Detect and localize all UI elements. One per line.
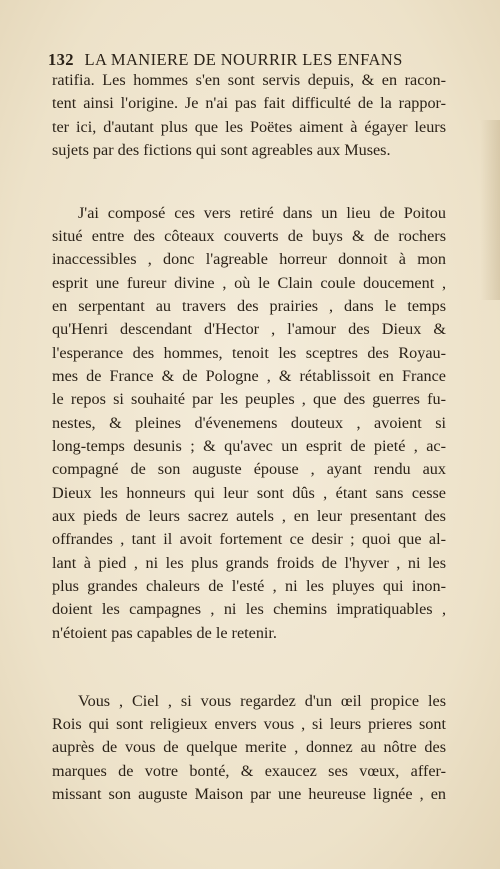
text-line: l'esperance des hommes, tenoit les sceptres des Royau- [52,344,446,362]
page-number: 132 [48,50,74,69]
text-line: missant son auguste Maison par une heureuse lignée , en [52,785,446,803]
text-line: aux pieds de leurs sacrez autels , en leur presentant des [52,507,446,525]
text-line: tent ainsi l'origine. Je n'ai pas fait difficulté de la rappor- [52,94,446,112]
text-line: ter ici, d'autant plus que les Poëtes aiment à égayer leurs [52,118,446,136]
text-line: compagné de son auguste épouse , ayant rendu aux [52,460,446,478]
text-line: offrandes , tant il avoit fortement ce desir ; quoi que al- [52,530,446,548]
text-line: inaccessibles , donc l'agreable horreur donnoit à mon [52,250,446,268]
text-line: Dieux les honneurs qui leur sont dûs , étant sans cesse [52,484,446,502]
text-line: ratifia. Les hommes s'en sont servis depuis, & en racon- [52,71,446,89]
text-line: nestes, & pleines d'évenemens douteux , avoient si [52,414,446,432]
text-line: doient les campagnes , ni les chemins impratiquables , [52,600,446,618]
text-line: lant à pied , ni les plus grands froids de l'hyver , ni les [52,554,446,572]
text-line: Vous , Ciel , si vous regardez d'un œil propice les [78,692,446,710]
text-line: le repos si souhaité par les peuples , que des guerres fu- [52,390,446,408]
text-line: Rois qui sont religieux envers vous , si leurs prieres sont [52,715,446,733]
text-line: mes de France & de Pologne , & rétablissoit en France [52,367,446,385]
text-line: n'étoient pas capables de le retenir. [52,624,277,642]
text-line: J'ai composé ces vers retiré dans un lieu de Poitou [78,204,446,222]
text-line: en serpentant au travers des prairies , dans le temps [52,297,446,315]
text-line: qu'Henri descendant d'Hector , l'amour des Dieux & [52,320,446,338]
text-line: long-temps desunis ; & qu'avec un esprit de pieté , ac- [52,437,446,455]
text-line: plus grandes chaleurs de l'esté , ni les pluyes qui inon- [52,577,446,595]
running-header [48,50,458,70]
text-line: situé entre des côteaux couverts de buys & de rochers [52,227,446,245]
text-line: auprès de vous de quelque merite , donnez au nôtre des [52,738,446,756]
running-title: LA MANIERE DE NOURRIR LES ENFANS [84,50,403,69]
page-edge-stain [480,120,500,300]
text-line: sujets par des fictions qui sont agreables aux Muses. [52,141,391,159]
text-line: esprit une fureur divine , où le Clain coule doucement , [52,274,446,292]
text-line: marques de votre bonté, & exaucez ses vœux, affer- [52,762,446,780]
